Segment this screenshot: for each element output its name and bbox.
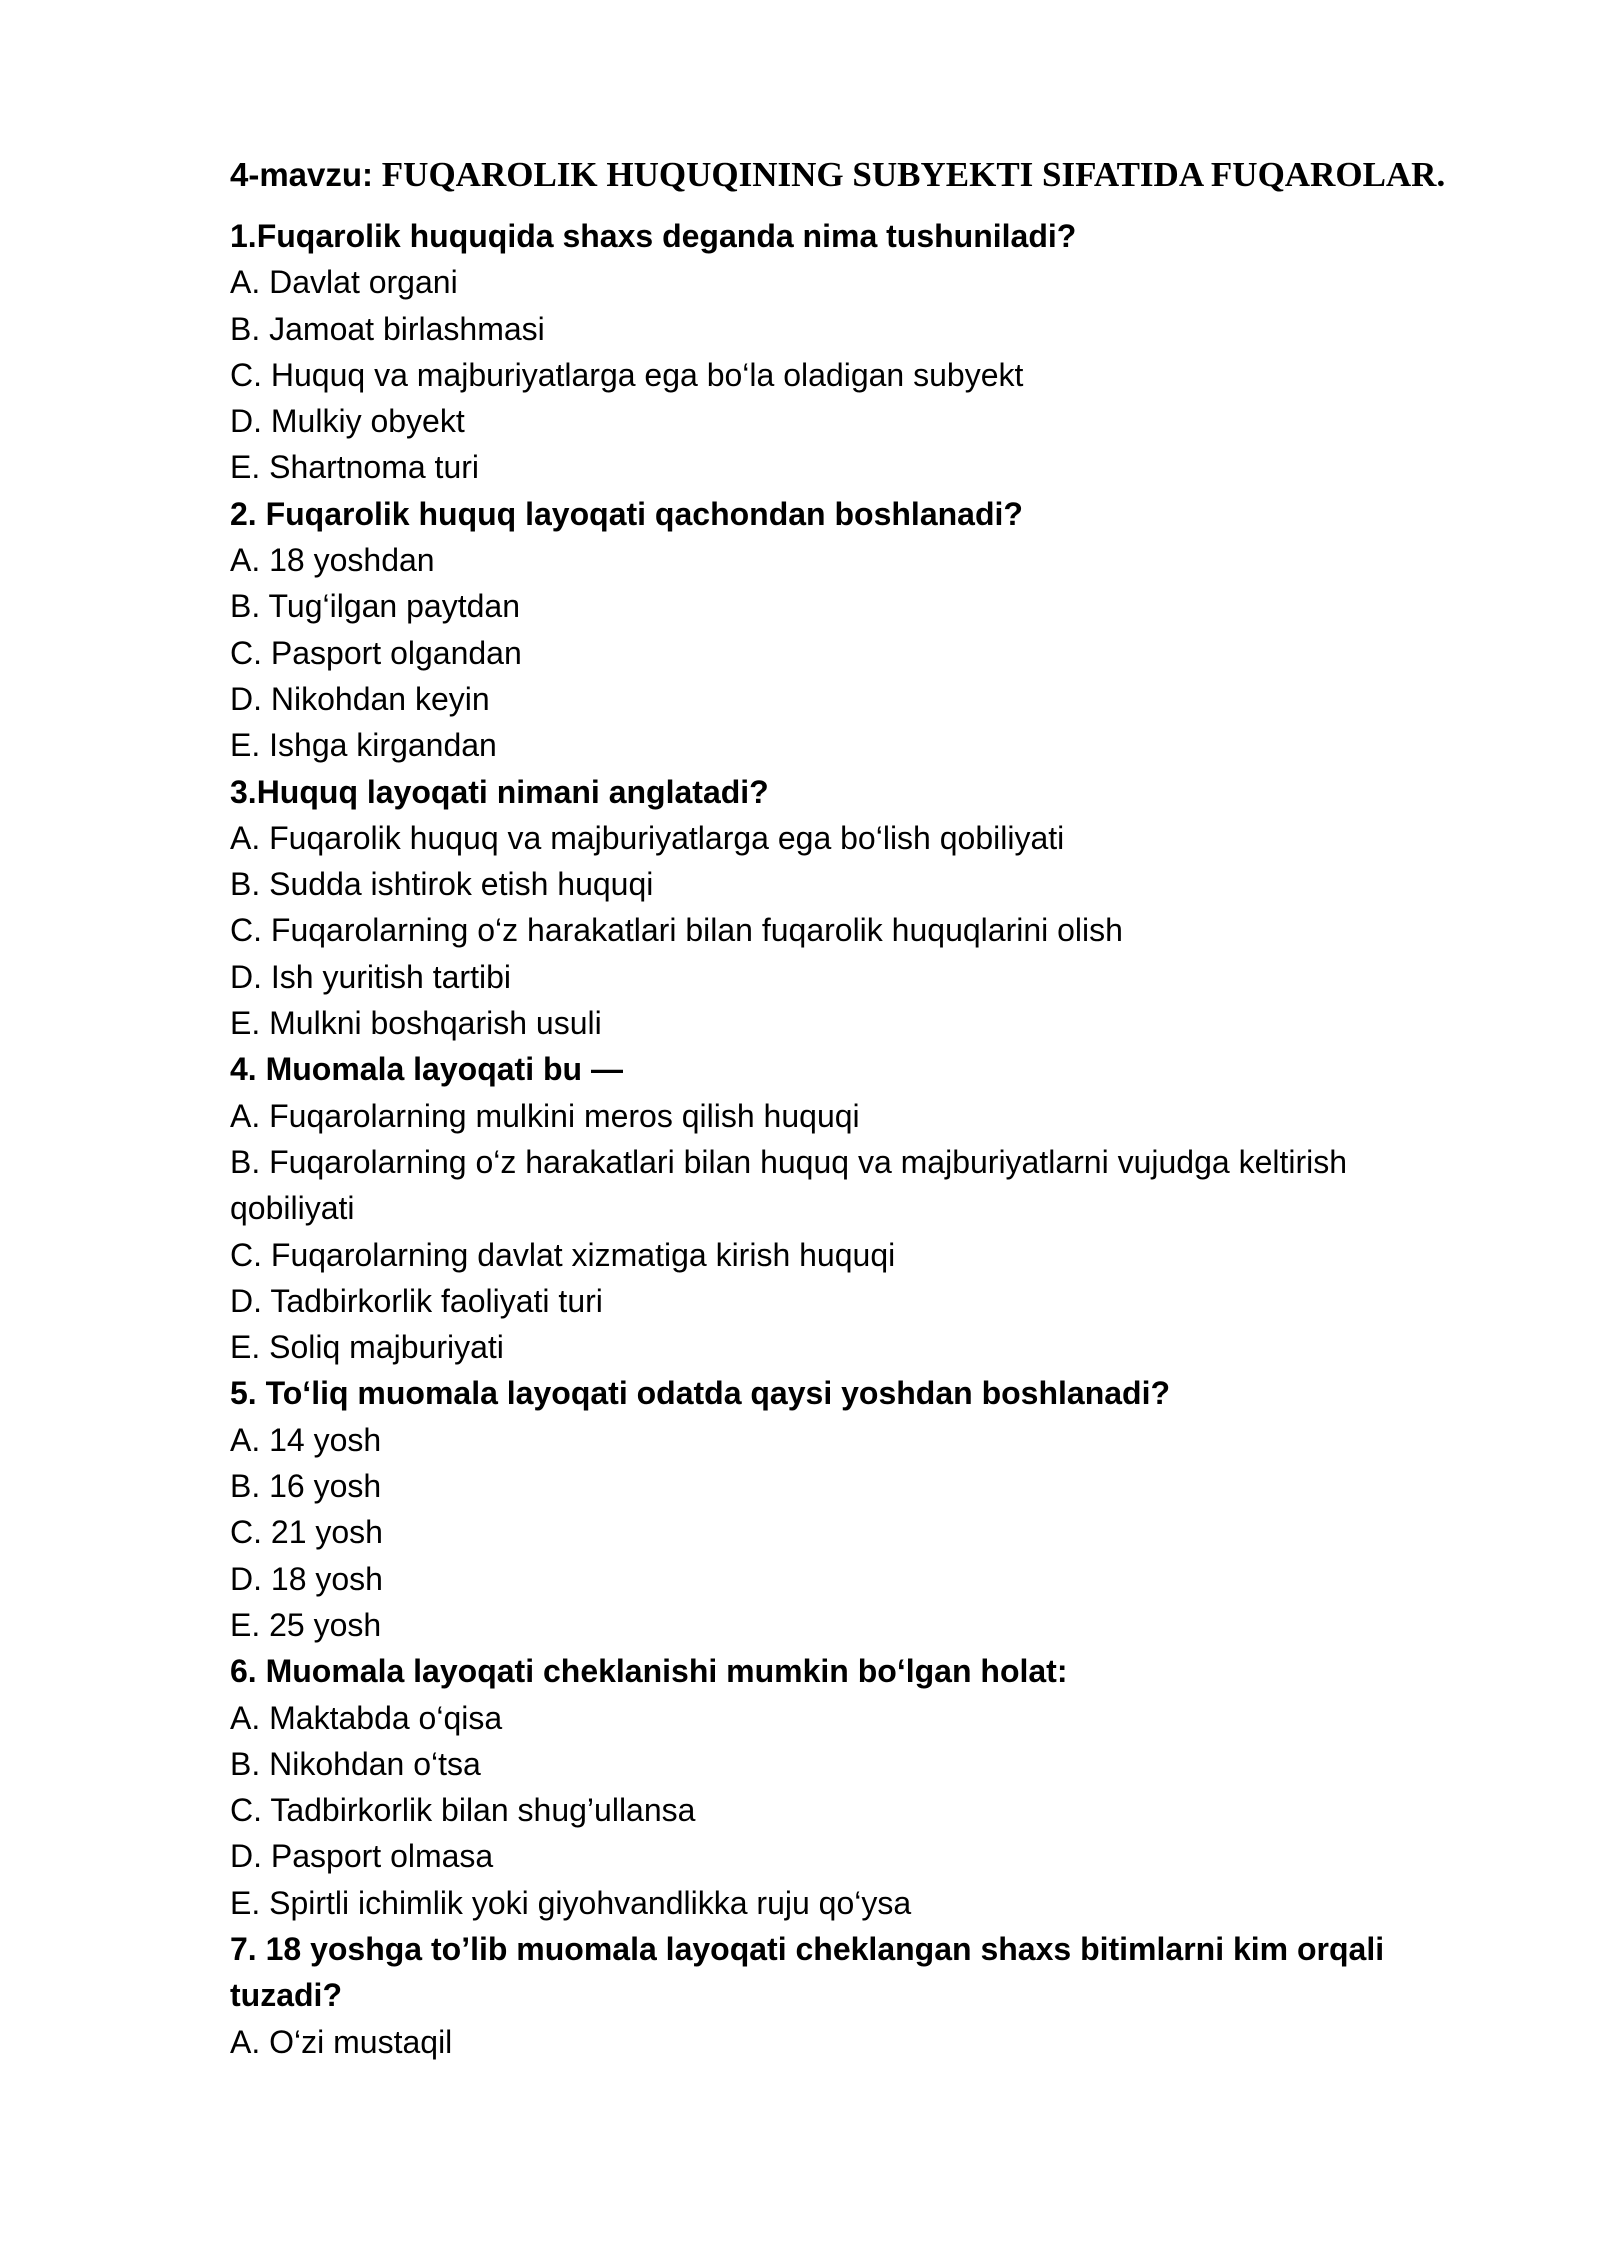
option-d: D. Pasport olmasa [230,1838,494,1875]
option-a: A. 14 yosh [230,1421,382,1458]
option-c: C. Fuqarolarning o‘z harakatlari bilan fuqarolik huquqlarini olish [230,912,1123,949]
option-e: E. 25 yosh [230,1606,382,1643]
question-text: 7. 18 yoshga to’lib muomala layoqati cheklangan shaxs bitimlarni kim orqali tuzadi? [230,1930,1385,2014]
option-c: C. Fuqarolarning davlat xizmatiga kirish huquqi [230,1236,896,1273]
option-d: D. Tadbirkorlik faoliyati turi [230,1282,603,1319]
question-block-1 [230,213,1475,491]
option-d: D. Mulkiy obyekt [230,403,465,440]
option-a: A. O‘zi mustaqil [230,2023,453,2060]
option-c: C. Pasport olgandan [230,634,522,671]
option-e: E. Soliq majburiyati [230,1329,504,1366]
option-b: B. Fuqarolarning o‘z harakatlari bilan huquq va majburiyatlarni vujudga keltirish qobiliyati [230,1143,1348,1227]
question-block-4 [230,1046,1475,1370]
title-lead: 4-mavzu: [230,156,374,193]
question-text: 1.Fuqarolik huquqida shaxs deganda nima tushuniladi? [230,218,1077,254]
option-a: A. Fuqarolarning mulkini meros qilish huquqi [230,1097,860,1134]
option-e: E. Mulkni boshqarish usuli [230,1005,602,1042]
question-block-3 [230,769,1475,1047]
option-b: B. Nikohdan o‘tsa [230,1745,481,1782]
option-c: C. Tadbirkorlik bilan shug’ullansa [230,1792,696,1829]
option-a: A. Fuqarolik huquq va majburiyatlarga ega bo‘lish qobiliyati [230,819,1065,856]
question-text: 3.Huquq layoqati nimani anglatadi? [230,773,769,810]
option-a: A. 18 yoshdan [230,542,435,579]
question-text: 4. Muomala layoqati bu — [230,1051,623,1088]
question-text: 2. Fuqarolik huquq layoqati qachondan boshlanadi? [230,495,1023,532]
question-text: 5. To‘liq muomala layoqati odatda qaysi yoshdan boshlanadi? [230,1375,1171,1412]
question-text: 6. Muomala layoqati cheklanishi mumkin bo‘lgan holat: [230,1653,1068,1690]
option-b: B. 16 yosh [230,1468,382,1505]
option-c: C. Huquq va majburiyatlarga ega bo‘la oladigan subyekt [230,356,1024,393]
option-e: E. Spirtli ichimlik yoki giyohvandlikka ruju qo‘ysa [230,1884,912,1921]
question-block-6 [230,1648,1475,1926]
option-e: E. Ishga kirgandan [230,727,497,764]
option-d: D. Ish yuritish tartibi [230,958,511,995]
question-block-5 [230,1370,1475,1648]
option-e: E. Shartnoma turi [230,449,479,486]
option-a: A. Davlat organi [230,264,458,301]
document-page [230,152,1475,2065]
title-text: FUQAROLIK HUQUQINING SUBYEKTI SIFATIDA FUQAROLAR. [381,155,1446,194]
option-a: A. Maktabda o‘qisa [230,1699,503,1736]
question-block-7 [230,1926,1475,2065]
question-block-2 [230,491,1475,769]
option-b: B. Sudda ishtirok etish huquqi [230,866,654,903]
option-b: B. Tug‘ilgan paytdan [230,588,520,625]
option-d: D. Nikohdan keyin [230,680,490,717]
option-b: B. Jamoat birlashmasi [230,310,545,347]
option-d: D. 18 yosh [230,1560,383,1597]
option-c: C. 21 yosh [230,1514,383,1551]
document-title [230,152,1475,197]
